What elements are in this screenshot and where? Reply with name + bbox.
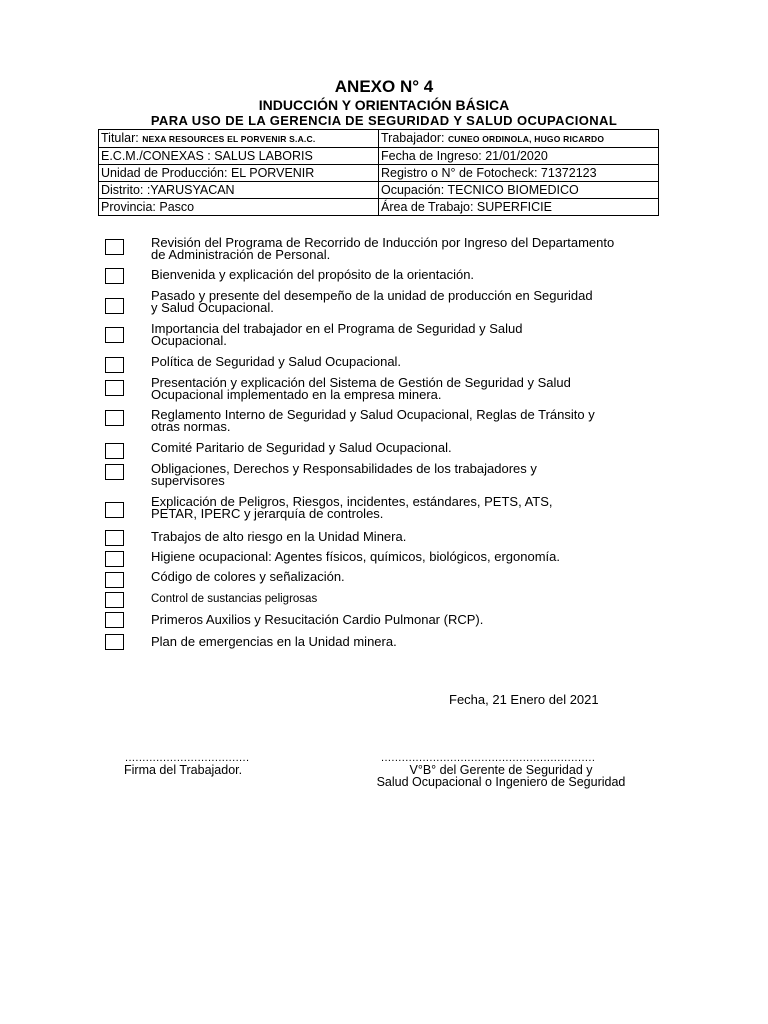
- manager-signature-label-line1: V°B° del Gerente de Seguridad y: [409, 763, 593, 777]
- checklist-item-line2: Ocupacional.: [151, 332, 227, 348]
- checklist-item-line1: Trabajos de alto riesgo en la Unidad Minera.: [151, 529, 407, 544]
- form-subtitle: PARA USO DE LA GERENCIA DE SEGURIDAD Y SALUD OCUPACIONAL: [150, 113, 618, 128]
- checklist-item-line1: Explicación de Peligros, Riesgos, incidentes, estándares, PETS, ATS,: [151, 494, 553, 509]
- checklist-item-text: [151, 614, 681, 626]
- provincia-cell: Provincia: Pasco: [99, 199, 379, 216]
- checklist-item-line1: Primeros Auxilios y Resucitación Cardio Pulmonar (RCP).: [151, 612, 484, 627]
- checklist-item-line1: Revisión del Programa de Recorrido de Inducción por Ingreso del Departamento: [151, 235, 615, 250]
- checkbox[interactable]: [105, 380, 124, 396]
- checkbox[interactable]: [105, 410, 124, 426]
- checkbox[interactable]: [105, 464, 124, 480]
- checkbox[interactable]: [105, 239, 124, 255]
- checklist-item-text: [151, 496, 681, 519]
- checklist-item-line1: Obligaciones, Derechos y Responsabilidades de los trabajadores y: [151, 461, 537, 476]
- checkbox[interactable]: [105, 530, 124, 546]
- checkbox[interactable]: [105, 572, 124, 588]
- checkbox[interactable]: [105, 612, 124, 628]
- checklist-item-text: [151, 356, 681, 368]
- ecm-cell: E.C.M./CONEXAS : SALUS LABORIS: [99, 148, 379, 165]
- checklist-item-line1: Higiene ocupacional: Agentes físicos, químicos, biológicos, ergonomía.: [151, 549, 561, 564]
- registro-cell: Registro o N° de Fotocheck: 71372123: [379, 165, 659, 182]
- worker-signature-line: ....................................: [125, 752, 250, 764]
- checklist-item-line1: Bienvenida y explicación del propósito de la orientación.: [151, 267, 475, 282]
- checklist-item-text: [151, 323, 681, 346]
- checklist-item-text: [151, 594, 681, 606]
- fecha-ingreso-cell: Fecha de Ingreso: 21/01/2020: [379, 148, 659, 165]
- checklist-item-text: [151, 531, 681, 543]
- checklist-item-line2: Ocupacional implementado en la empresa minera.: [151, 386, 442, 402]
- checklist-item-text: [151, 463, 681, 486]
- checkbox[interactable]: [105, 298, 124, 314]
- ocupacion-cell: Ocupación: TECNICO BIOMEDICO: [379, 182, 659, 199]
- checklist-item-line1: Pasado y presente del desempeño de la unidad de producción en Seguridad: [151, 288, 593, 303]
- checklist-item-text: [151, 442, 681, 454]
- checkbox[interactable]: [105, 327, 124, 343]
- checklist-item-text: [151, 571, 681, 583]
- checklist-item-text: [151, 409, 681, 432]
- checklist-item-line2: PETAR, IPERC y jerarquía de controles.: [151, 505, 384, 521]
- form-title: INDUCCIÓN Y ORIENTACIÓN BÁSICA: [258, 97, 510, 113]
- checkbox[interactable]: [105, 268, 124, 284]
- checkbox[interactable]: [105, 357, 124, 373]
- checklist-item-line1: Comité Paritario de Seguridad y Salud Ocupacional.: [151, 440, 452, 455]
- worker-info-table: [98, 129, 659, 216]
- checklist-item-line2: supervisores: [151, 472, 225, 488]
- checklist-item-text: [151, 377, 681, 400]
- area-cell: Área de Trabajo: SUPERFICIE: [379, 199, 659, 216]
- worker-signature-label: Firma del Trabajador.: [124, 763, 243, 777]
- trabajador-label: Trabajador:: [381, 131, 448, 145]
- checklist-item-text: [151, 237, 681, 260]
- checklist-item-line2: y Salud Ocupacional.: [151, 299, 274, 315]
- checklist-item-line1: Plan de emergencias en la Unidad minera.: [151, 634, 397, 649]
- checklist-item-line2: de Administración de Personal.: [151, 246, 331, 262]
- checkbox[interactable]: [105, 443, 124, 459]
- titular-cell: [99, 130, 379, 148]
- checklist-item-line1: Política de Seguridad y Salud Ocupacional.: [151, 354, 402, 369]
- checklist-item-line1: Presentación y explicación del Sistema de Gestión de Seguridad y Salud: [151, 375, 571, 390]
- manager-signature-label: [362, 765, 640, 788]
- distrito-cell: Distrito: :YARUSYACAN: [99, 182, 379, 199]
- unidad-cell: Unidad de Producción: EL PORVENIR: [99, 165, 379, 182]
- checklist-item-line1: Control de sustancias peligrosas: [151, 593, 318, 605]
- titular-value: NEXA RESOURCES EL PORVENIR S.A.C.: [142, 134, 316, 144]
- checkbox[interactable]: [105, 502, 124, 518]
- annex-title: ANEXO N° 4: [334, 77, 434, 96]
- checklist-item-text: [151, 290, 681, 313]
- checkbox[interactable]: [105, 634, 124, 650]
- checklist-item-text: [151, 269, 681, 281]
- checklist-item-line2: otras normas.: [151, 418, 231, 434]
- manager-signature-label-line2: Salud Ocupacional o Ingeniero de Seguridad: [376, 774, 626, 789]
- checklist-item-line1: Reglamento Interno de Seguridad y Salud Ocupacional, Reglas de Tránsito y: [151, 407, 595, 422]
- checklist-item-line1: Código de colores y señalización.: [151, 569, 345, 584]
- checklist-item-text: [151, 551, 681, 563]
- checklist-item-text: [151, 636, 681, 648]
- checklist-item-line1: Importancia del trabajador en el Programa de Seguridad y Salud: [151, 321, 523, 336]
- titular-label: Titular:: [101, 131, 143, 145]
- manager-signature-line: ..............................................................: [381, 752, 596, 764]
- document-date: Fecha, 21 Enero del 2021: [449, 692, 599, 707]
- trabajador-value: CUNEO ORDINOLA, HUGO RICARDO: [447, 134, 605, 144]
- checkbox[interactable]: [105, 592, 124, 608]
- checkbox[interactable]: [105, 551, 124, 567]
- trabajador-cell: [379, 130, 659, 148]
